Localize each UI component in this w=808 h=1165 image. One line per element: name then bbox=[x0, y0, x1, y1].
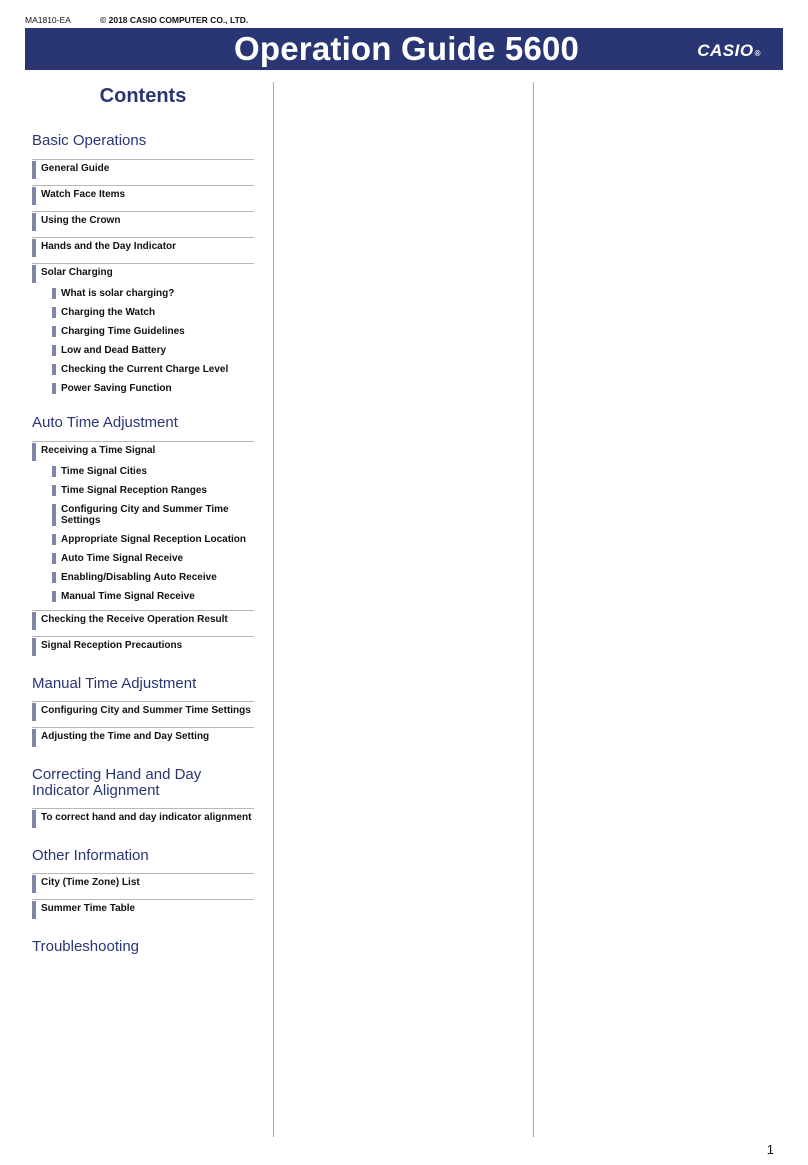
toc-link-adjusting-time-and-day[interactable]: Adjusting the Time and Day Setting bbox=[32, 727, 254, 747]
toc-link-using-the-crown[interactable]: Using the Crown bbox=[32, 211, 254, 231]
toc-link-solar-charging[interactable]: Solar Charging bbox=[32, 263, 254, 283]
toc-link-hands-and-day-indicator[interactable]: Hands and the Day Indicator bbox=[32, 237, 254, 257]
column-divider bbox=[533, 82, 534, 1137]
section-heading-auto-time-adjustment: Auto Time Adjustment bbox=[32, 414, 178, 431]
section-heading-other-information: Other Information bbox=[32, 847, 149, 864]
toc-sublink-power-saving-function[interactable]: Power Saving Function bbox=[52, 383, 254, 394]
toc-sublink-charging-the-watch[interactable]: Charging the Watch bbox=[52, 307, 254, 318]
toc-link-signal-reception-precautions[interactable]: Signal Reception Precautions bbox=[32, 636, 254, 656]
brand-name: CASIO bbox=[697, 41, 754, 60]
receiving-time-signal-sublist bbox=[32, 466, 254, 602]
toc-link-general-guide[interactable]: General Guide bbox=[32, 159, 254, 179]
column-divider bbox=[273, 82, 274, 1137]
toc-sublink-what-is-solar-charging[interactable]: What is solar charging? bbox=[52, 288, 254, 299]
toc-sublink-enabling-disabling-auto-receive[interactable]: Enabling/Disabling Auto Receive bbox=[52, 572, 254, 583]
toc-sublink-signal-reception-location[interactable]: Appropriate Signal Reception Location bbox=[52, 534, 254, 545]
toc-link-configuring-city-summer-time[interactable]: Configuring City and Summer Time Settings bbox=[32, 701, 254, 721]
section-heading-basic-operations: Basic Operations bbox=[32, 132, 147, 149]
section-heading-troubleshooting[interactable]: Troubleshooting bbox=[32, 938, 140, 955]
page-number: 1 bbox=[766, 1142, 774, 1157]
toc-sublink-checking-charge-level[interactable]: Checking the Current Charge Level bbox=[52, 364, 254, 375]
section-heading-correcting-alignment: Correcting Hand and Day Indicator Alignment bbox=[32, 766, 202, 799]
toc-link-city-time-zone-list[interactable]: City (Time Zone) List bbox=[32, 873, 254, 893]
toc-sublink-configuring-city-summer-time[interactable]: Configuring City and Summer Time Settings bbox=[52, 504, 254, 526]
brand-logo bbox=[697, 41, 761, 64]
toc-sublink-charging-time-guidelines[interactable]: Charging Time Guidelines bbox=[52, 326, 254, 337]
document-code: MA1810-EA bbox=[25, 15, 71, 25]
toc-link-summer-time-table[interactable]: Summer Time Table bbox=[32, 899, 254, 919]
toc-sublink-time-signal-cities[interactable]: Time Signal Cities bbox=[52, 466, 254, 477]
toc-sublink-reception-ranges[interactable]: Time Signal Reception Ranges bbox=[52, 485, 254, 496]
toc-link-correct-hand-day-alignment[interactable]: To correct hand and day indicator alignment bbox=[32, 808, 254, 828]
toc-link-checking-receive-result[interactable]: Checking the Receive Operation Result bbox=[32, 610, 254, 630]
toc-sublink-manual-time-signal-receive[interactable]: Manual Time Signal Receive bbox=[52, 591, 254, 602]
toc-link-receiving-time-signal[interactable]: Receiving a Time Signal bbox=[32, 441, 254, 461]
toc-sublink-auto-time-signal-receive[interactable]: Auto Time Signal Receive bbox=[52, 553, 254, 564]
solar-charging-sublist bbox=[32, 288, 254, 394]
contents-title: Contents bbox=[99, 85, 187, 107]
section-heading-manual-time-adjustment: Manual Time Adjustment bbox=[32, 675, 197, 692]
title-bar bbox=[25, 28, 783, 70]
copyright-notice: © 2018 CASIO COMPUTER CO., LTD. bbox=[100, 15, 249, 25]
toc-link-watch-face-items[interactable]: Watch Face Items bbox=[32, 185, 254, 205]
document-title: Operation Guide 5600 bbox=[234, 30, 580, 67]
toc-sublink-low-and-dead-battery[interactable]: Low and Dead Battery bbox=[52, 345, 254, 356]
table-of-contents bbox=[32, 82, 254, 955]
registered-mark: ® bbox=[754, 49, 761, 58]
